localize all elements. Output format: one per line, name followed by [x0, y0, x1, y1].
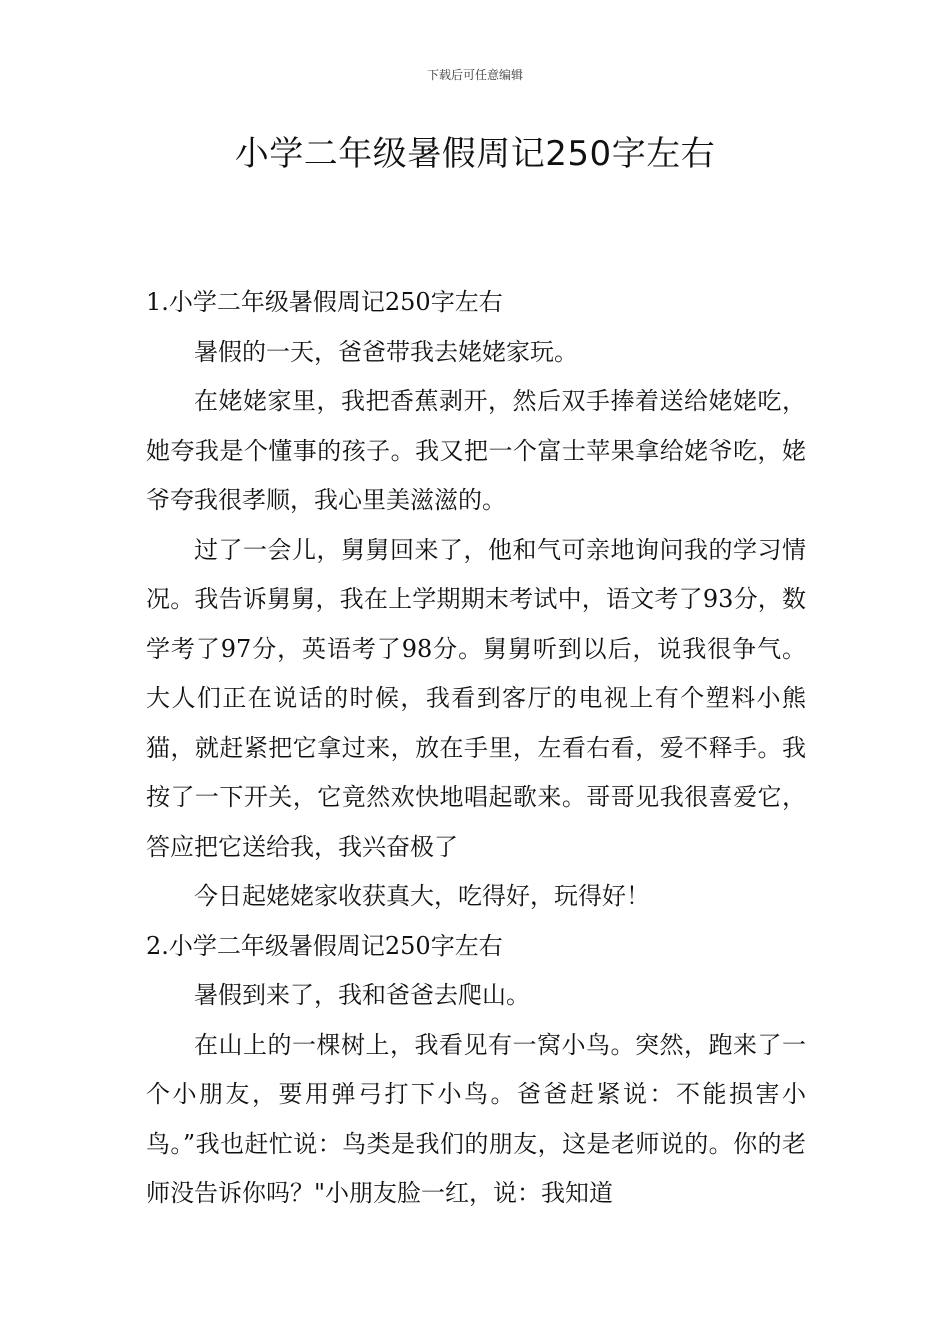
section-heading: 2.小学二年级暑假周记250字左右 [146, 931, 503, 960]
paragraph: 过了一会儿，舅舅回来了，他和气可亲地询问我的学习情况。我告诉舅舅，我在上学期期末考试中，语文考了93分，数学考了97分，英语考了98分。舅舅听到以后，说我很争气。大人们正在说话的时候，我看到客厅的电视上有个塑料小熊猫，就赶紧把它拿过来，放在手里，左看右看，爱不释手。我按了一下开关，它竟然欢快地唱起歌来。哥哥见我很喜爱它，答应把它送给我，我兴奋极了 [146, 535, 806, 861]
paragraph: 今日起姥姥家收获真大，吃得好，玩得好！ [194, 882, 650, 910]
paragraph: 在山上的一棵树上，我看见有一窝小鸟。突然，跑来了一个小朋友，要用弹弓打下小鸟。爸爸赶紧说：不能损害小鸟。”我也赶忙说：鸟类是我们的朋友，这是老师说的。你的老师没告诉你吗？"小朋友脸一红，说：我知道 [146, 1030, 806, 1207]
header-watermark: 下载后可任意编辑 [426, 68, 523, 82]
paragraph: 暑假到来了，我和爸爸去爬山。 [194, 981, 530, 1009]
section-heading: 1.小学二年级暑假周记250字左右 [146, 288, 503, 316]
document-title: 小学二年级暑假周记250字左右 [234, 134, 716, 174]
paragraph: 在姥姥家里，我把香蕉剥开，然后双手捧着送给姥姥吃，她夸我是个懂事的孩子。我又把一个富士苹果拿给姥爷吃，姥爷夸我很孝顺，我心里美滋滋的。 [146, 387, 806, 514]
paragraph: 暑假的一天，爸爸带我去姥姥家玩。 [194, 337, 578, 366]
document-body [146, 278, 806, 1219]
